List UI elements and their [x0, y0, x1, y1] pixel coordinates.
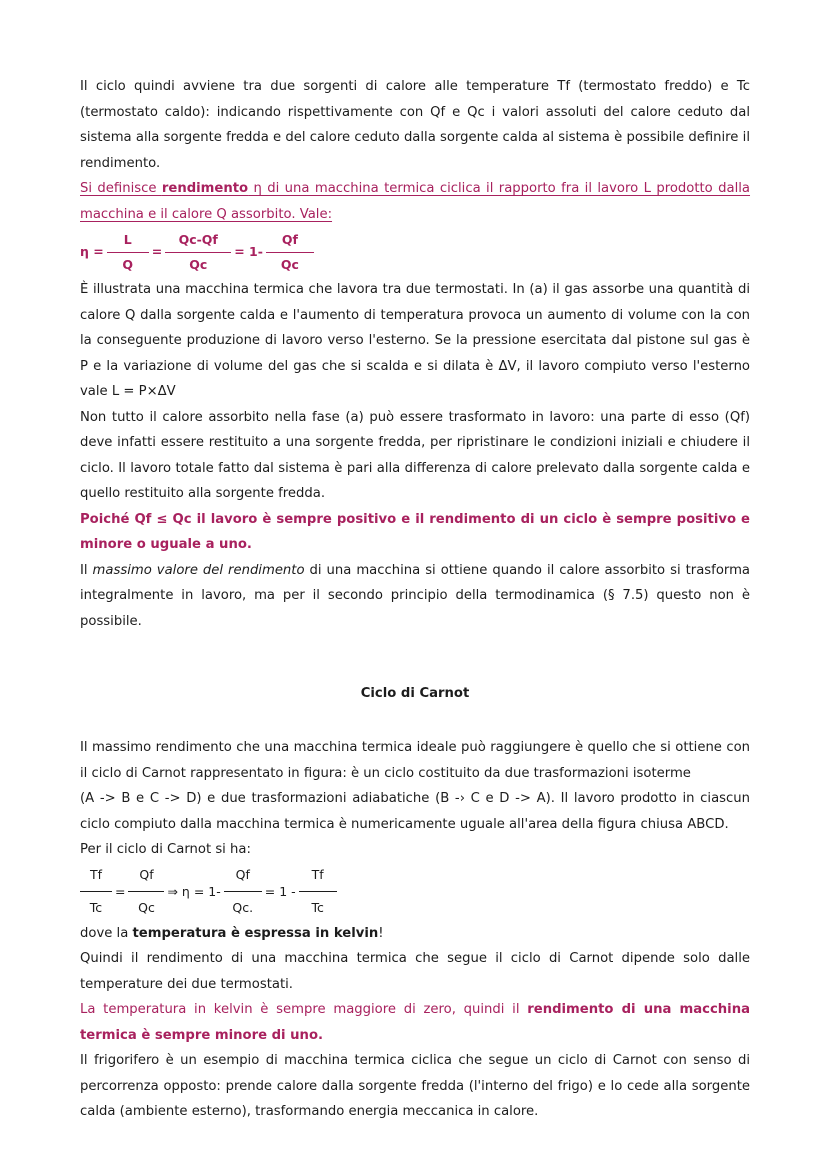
fraction-denominator: Qc [189, 256, 208, 272]
kelvin-post: ! [378, 925, 384, 941]
definition-rendimento [80, 176, 750, 227]
fraction-qc-qf-over-qc [165, 232, 231, 273]
definition-pre: Si definisce [80, 181, 162, 196]
fraction-numerator: Qc-Qf [178, 231, 218, 247]
fraction-numerator: Tf [89, 867, 103, 882]
document-page [80, 74, 750, 1125]
fraction-denominator: Qc [280, 256, 299, 272]
paragraph-positivo: Poiché Qf ≤ Qc il lavoro è sempre positivo e il rendimento di un ciclo è sempre positivo e minore o uguale a uno. [80, 511, 750, 552]
massimo-post: di una macchina si ottiene quando il calore assorbito si trasforma integralmente in lavoro, ma per il secondo principio della termodinamica (§ 7.5) questo non è possibile. [80, 562, 751, 629]
fraction-numerator: Qf [235, 867, 250, 882]
equal-sign: = [151, 244, 163, 259]
fraction-denominator: Q [122, 256, 134, 272]
fraction-tf-over-tc [80, 867, 112, 916]
one-minus: = 1- [234, 244, 263, 259]
equal-one-minus: = 1 - [264, 883, 296, 899]
paragraph-trasformazioni: (A -> B e C -> D) e due trasformazioni adiabatiche (B -› C e D -> A). Il lavoro prodotto in ciascun ciclo compiuto dalla macchina termica è numericamente uguale all'area della figura chiusa ABCD. [80, 791, 750, 832]
fraction-denominator: Tc [89, 900, 103, 915]
massimo-pre: Il [80, 562, 93, 578]
fraction-qf-over-qc-dot [224, 867, 262, 916]
paragraph-kelvin [80, 921, 750, 947]
formula-carnot [80, 863, 750, 921]
massimo-italic: massimo valore del rendimento [92, 562, 305, 578]
kelvin-bold: temperatura è espressa in kelvin [132, 925, 379, 941]
paragraph-dipende: Quindi il rendimento di una macchina termica che segue il ciclo di Carnot dipende solo dalle temperature dei due termostati. [80, 951, 750, 992]
fraction-numerator: Qf [281, 231, 298, 247]
paragraph-per-carnot: Per il ciclo di Carnot si ha: [80, 842, 251, 857]
paragraph-intro: Il ciclo quindi avviene tra due sorgenti di calore alle temperature Tf (termostato freddo) e Tc (termostato caldo): indicando rispettivamente con Qf e Qc i valori assoluti del calore ceduto dal sistema alla sorgente fredda e del calore ceduto dalla sorgente calda al sistema è possibile definire il rendimento. [80, 79, 750, 171]
definition-post: η di una macchina termica ciclica il rapporto fra il lavoro L prodotto dalla macchina e il calore Q assorbito. Vale: [80, 181, 751, 222]
definition-bold: rendimento [161, 181, 249, 196]
paragraph-minore-di-uno [80, 997, 750, 1048]
paragraph-frigorifero: Il frigorifero è un esempio di macchina termica ciclica che segue un ciclo di Carnot con senso di percorrenza opposto: prende calore dalla sorgente fredda (l'interno del frigo) e lo cede alla sorgente calda (ambiente esterno), trasformando energia meccanica in calore. [80, 1053, 750, 1119]
minore-pre: La temperatura in kelvin è sempre maggiore di zero, quindi il [80, 1002, 528, 1017]
paragraph-massimo [80, 558, 750, 635]
section-heading: Ciclo di Carnot [360, 686, 470, 701]
paragraph-calore: Non tutto il calore assorbito nella fase (a) può essere trasformato in lavoro: una parte di esso (Qf) deve infatti essere restituito a una sorgente fredda, per ripristinare le condizioni iniziali e chiudere il ciclo. Il lavoro totale fatto dal sistema è pari alla differenza di calore prelevato dalla sorgente calda e quello restituito alla sorgente fredda. [80, 409, 750, 501]
kelvin-pre: dove la [80, 925, 133, 941]
formula-rendimento [80, 227, 750, 277]
fraction-l-over-q [107, 232, 149, 273]
fraction-denominator: Tc [311, 900, 324, 915]
fraction-tf-over-tc-2 [299, 867, 337, 916]
implies-eta: ⇒ η = 1- [167, 883, 221, 899]
fraction-numerator: Qf [139, 867, 154, 882]
eta-symbol: η = [80, 244, 104, 259]
fraction-qf-over-qc [266, 232, 314, 273]
paragraph-macchina: È illustrata una macchina termica che lavora tra due termostati. In (a) il gas assorbe una quantità di calore Q dalla sorgente calda e l'aumento di temperatura provoca un aumento di volume con la con la conseguente produzione di lavoro verso l'esterno. Se la pressione esercitata dal pistone sul gas è P e la variazione di volume del gas che si scalda e si dilata è ΔV, il lavoro compiuto verso l'esterno vale L = P×ΔV [80, 282, 750, 399]
minore-bold: rendimento di una macchina termica è sempre minore di uno. [80, 1002, 750, 1043]
fraction-numerator: L [123, 231, 132, 247]
fraction-denominator: Qc [138, 900, 155, 915]
paragraph-carnot: Il massimo rendimento che una macchina termica ideale può raggiungere è quello che si ottiene con il ciclo di Carnot rappresentato in figura: è un ciclo costituito da due trasformazioni isoterme [80, 740, 750, 781]
fraction-qf-over-qc [128, 867, 164, 916]
fraction-numerator: Tf [311, 867, 324, 882]
fraction-denominator: Qc. [232, 900, 254, 915]
equal-sign: = [115, 883, 126, 899]
